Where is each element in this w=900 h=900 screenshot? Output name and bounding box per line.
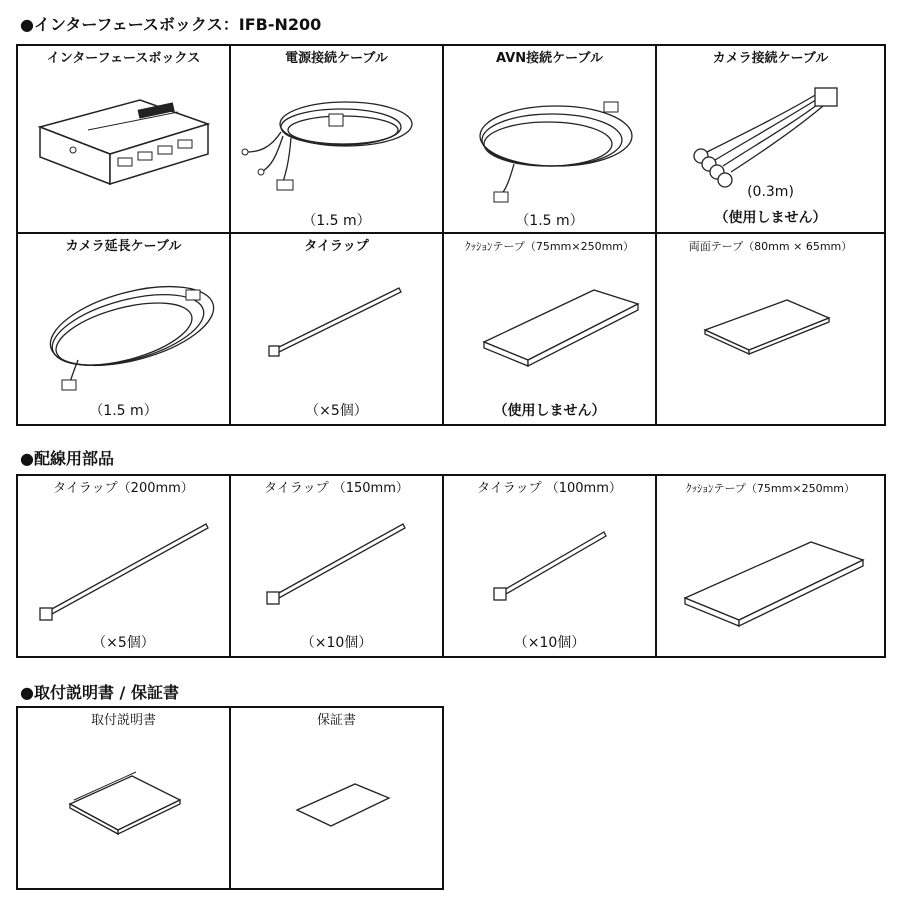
item-title: タイラップ（200mm） <box>53 481 194 496</box>
item-avn-cable <box>443 45 656 233</box>
section-title-wiring-parts: ●配線用部品 <box>20 449 114 468</box>
item-caption: （×10個） <box>513 635 586 651</box>
item-title: タイラップ （150mm） <box>264 481 409 496</box>
item-title: タイラップ <box>304 239 369 254</box>
item-double-sided-tape <box>656 233 885 425</box>
section-title-interface-box: ●インターフェースボックス：IFB-N200 <box>20 15 322 34</box>
item-title: 両面テープ（80mm × 65mm） <box>688 240 853 253</box>
item-title: 電源接続ケーブル <box>285 51 388 66</box>
section-title-manual-warranty: ●取付説明書 / 保証書 <box>20 683 179 702</box>
item-note: （使用しません） <box>714 210 827 226</box>
item-power-cable <box>230 45 443 233</box>
manual-warranty-table <box>16 706 444 890</box>
item-camera-extension-cable <box>17 233 230 425</box>
item-caption: （×5個） <box>92 635 155 651</box>
item-title: ｸｯｼｮﾝテープ（75mm×250mm） <box>685 482 856 495</box>
item-caption: （1.5 m） <box>302 213 371 229</box>
item-title: AVN接続ケーブル <box>496 51 603 66</box>
item-installation-manual <box>17 707 230 889</box>
warranty-illustration <box>231 734 444 888</box>
item-tie-wrap-150 <box>230 475 443 657</box>
interface-box-table <box>16 44 886 426</box>
item-warranty <box>230 707 443 889</box>
item-tie-wrap <box>230 233 443 425</box>
interface-box-illustration <box>18 72 231 232</box>
double-sided-tape-illustration <box>657 260 886 424</box>
avn-cable-illustration <box>444 72 657 232</box>
item-caption: （×10個） <box>300 635 373 651</box>
item-tie-wrap-100 <box>443 475 656 657</box>
item-title: ｸｯｼｮﾝテープ（75mm×250mm） <box>464 240 635 253</box>
wiring-parts-table <box>16 474 886 658</box>
item-title: 取付説明書 <box>90 713 156 728</box>
item-caption: （1.5 m） <box>515 213 584 229</box>
item-title: カメラ延長ケーブル <box>65 239 182 254</box>
item-cushion-tape <box>443 233 656 425</box>
item-title: インターフェースボックス <box>46 51 201 66</box>
item-caption: （1.5 m） <box>89 403 158 419</box>
item-caption: （×5個） <box>305 403 368 419</box>
item-title: タイラップ （100mm） <box>477 481 622 496</box>
item-caption: (0.3m) <box>747 184 794 200</box>
power-cable-illustration <box>231 72 444 232</box>
item-caption: （使用しません） <box>493 403 606 419</box>
item-cushion-tape-wiring <box>656 475 885 657</box>
item-title: カメラ接続ケーブル <box>712 51 829 66</box>
cushion-tape-wiring-illustration <box>657 502 886 656</box>
item-tie-wrap-200 <box>17 475 230 657</box>
item-interface-box <box>17 45 230 233</box>
installation-manual-illustration <box>18 734 231 888</box>
item-camera-cable <box>656 45 885 233</box>
item-title: 保証書 <box>316 713 356 728</box>
